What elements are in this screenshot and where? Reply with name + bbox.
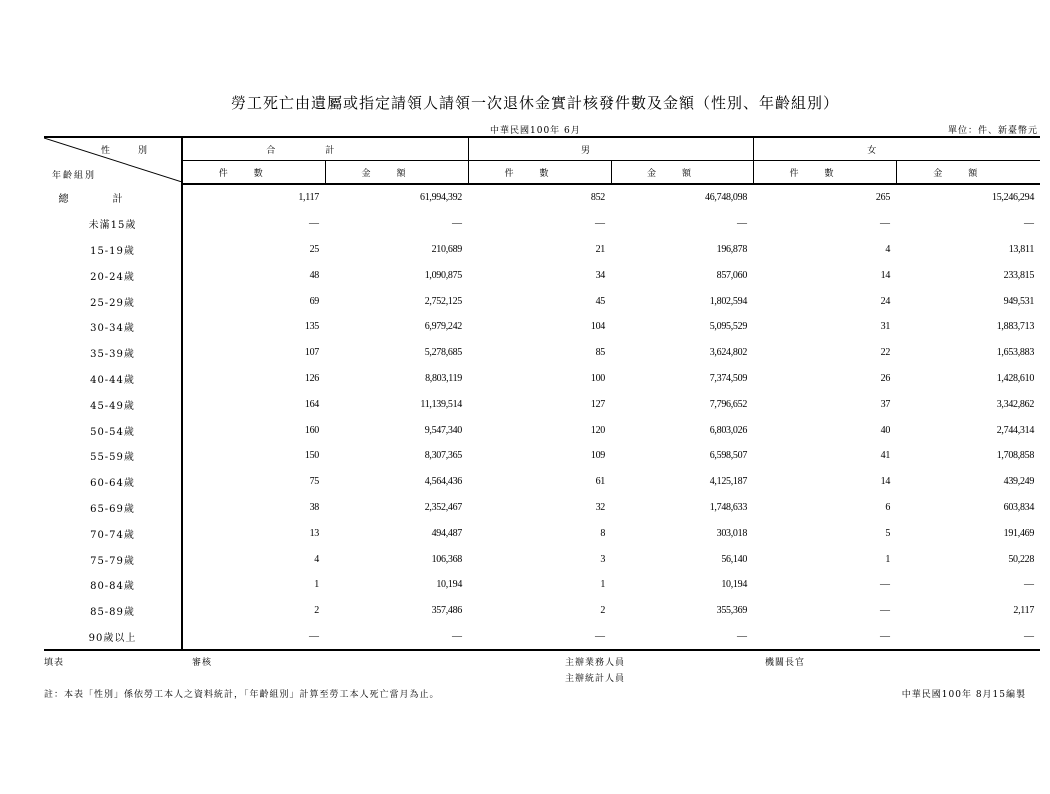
table-row: [44, 495, 1040, 521]
age-group-cell: 70-74歲: [44, 520, 182, 546]
male-count-cell: 127: [590, 398, 606, 410]
footer-filler: 填表: [44, 658, 65, 668]
total-amount-cell: 9,547,340: [424, 424, 463, 436]
male-amount-cell: 857,060: [716, 269, 748, 281]
female-amount-cell: 603,834: [1003, 501, 1035, 513]
male-amount-cell: 46,748,098: [705, 192, 748, 204]
age-group-cell: 80-84歲: [44, 572, 182, 598]
subheader-amount: 金額: [896, 161, 1040, 185]
male-amount-cell: 6,803,026: [709, 424, 748, 436]
female-amount-cell: —: [1024, 218, 1035, 230]
group-header-male: 男: [468, 137, 753, 161]
age-group-cell: 85-89歲: [44, 598, 182, 624]
table-row: [44, 211, 1040, 237]
female-amount-cell: 949,531: [1003, 295, 1035, 307]
total-count-cell: 150: [304, 450, 319, 462]
footer-business-officer: 主辦業務人員: [565, 658, 626, 668]
table-body: [44, 184, 1040, 650]
male-count-cell: 1: [600, 579, 606, 591]
total-amount-cell: 210,689: [431, 243, 463, 255]
total-count-cell: 75: [309, 476, 319, 488]
subheader-count: 件數: [182, 161, 325, 185]
statistics-table: [44, 136, 1040, 651]
male-count-cell: 3: [600, 553, 606, 565]
age-group-cell: 50-54歲: [44, 417, 182, 443]
male-amount-cell: 196,878: [716, 243, 748, 255]
female-count-cell: 4: [885, 243, 891, 255]
female-amount-cell: 50,228: [1008, 553, 1035, 565]
female-amount-cell: 1,883,713: [996, 321, 1035, 333]
footer-agency-head: 機關長官: [765, 658, 806, 668]
footer-compiled-date: 中華民國100年 8月15編製: [901, 690, 1026, 700]
female-count-cell: —: [880, 579, 891, 591]
female-count-cell: 31: [880, 321, 891, 333]
female-count-cell: —: [753, 624, 896, 651]
age-group-cell: 65-69歲: [44, 495, 182, 521]
total-amount-cell: 6,979,242: [424, 321, 463, 333]
age-group-cell: 40-44歲: [44, 366, 182, 392]
female-count-cell: 37: [880, 398, 891, 410]
total-amount-cell: 2,752,125: [424, 295, 463, 307]
female-count-cell: 22: [880, 347, 891, 359]
female-amount-cell: 1,708,858: [996, 450, 1035, 462]
male-count-cell: 8: [600, 527, 606, 539]
corner-age-label: 年齡組別: [52, 171, 97, 181]
total-count-cell: 48: [309, 269, 319, 281]
total-amount-cell: 10,194: [436, 579, 463, 591]
female-amount-cell: 191,469: [1003, 527, 1035, 539]
male-count-cell: —: [595, 218, 606, 230]
subheader-amount: 金額: [611, 161, 753, 185]
table-row: [44, 443, 1040, 469]
total-count-cell: 13: [309, 527, 319, 539]
female-count-cell: 24: [880, 295, 891, 307]
total-amount-cell: 8,307,365: [424, 450, 463, 462]
male-amount-cell: 6,598,507: [709, 450, 748, 462]
female-amount-cell: 15,246,294: [992, 192, 1035, 204]
total-amount-cell: —: [325, 624, 468, 651]
male-amount-cell: 56,140: [721, 553, 748, 565]
total-amount-cell: 2,352,467: [424, 501, 463, 513]
male-amount-cell: 1,802,594: [709, 295, 748, 307]
age-group-cell: 60-64歲: [44, 469, 182, 495]
subheader-amount: 金額: [325, 161, 468, 185]
male-amount-cell: 355,369: [716, 605, 748, 617]
age-group-cell: 35-39歲: [44, 340, 182, 366]
male-amount-cell: 5,095,529: [709, 321, 748, 333]
table-row: [44, 417, 1040, 443]
male-amount-cell: 3,624,802: [709, 347, 748, 359]
total-amount-cell: —: [452, 218, 463, 230]
total-count-cell: 160: [304, 424, 319, 436]
male-amount-cell: —: [737, 218, 748, 230]
total-amount-cell: 8,803,119: [425, 372, 463, 384]
table-row: [44, 520, 1040, 546]
male-amount-cell: 7,374,509: [709, 372, 748, 384]
age-group-cell: 25-29歲: [44, 288, 182, 314]
table-row: [44, 572, 1040, 598]
age-group-cell: 45-49歲: [44, 391, 182, 417]
female-amount-cell: —: [896, 624, 1040, 651]
male-count-cell: 34: [595, 269, 606, 281]
total-count-cell: 4: [314, 553, 319, 565]
corner-gender-label: 性別: [100, 146, 175, 156]
age-group-cell: 15-19歲: [44, 237, 182, 263]
female-count-cell: 1: [885, 553, 891, 565]
report-unit: 單位：件、新臺幣元: [947, 126, 1038, 136]
table-row: [44, 391, 1040, 417]
age-group-cell: 總計: [44, 184, 182, 211]
female-amount-cell: 2,117: [1013, 605, 1035, 617]
total-count-cell: 107: [304, 347, 319, 359]
group-header-total: 合計: [182, 137, 468, 161]
female-count-cell: 265: [875, 192, 891, 204]
corner-header-cell: [44, 137, 182, 184]
total-count-cell: 164: [304, 398, 319, 410]
male-count-cell: 104: [590, 321, 606, 333]
female-count-cell: 26: [880, 372, 891, 384]
female-amount-cell: 3,342,862: [996, 398, 1035, 410]
female-amount-cell: 439,249: [1003, 476, 1035, 488]
age-group-cell: 75-79歲: [44, 546, 182, 572]
female-amount-cell: 13,811: [1008, 243, 1035, 255]
report-title: 勞工死亡由遺屬或指定請領人請領一次退休金實計核發件數及金額（性別、年齡組別）: [230, 94, 839, 112]
male-amount-cell: —: [611, 624, 753, 651]
total-amount-cell: 494,487: [431, 527, 463, 539]
total-count-cell: 126: [304, 372, 319, 384]
table-row: [44, 340, 1040, 366]
footer-stats-officer: 主辦統計人員: [565, 674, 626, 684]
total-count-cell: 1: [314, 579, 319, 591]
footer-note: 註：本表「性別」係依勞工本人之資料統計，「年齡組別」計算至勞工本人死亡當月為止。: [44, 690, 440, 700]
female-count-cell: 6: [885, 501, 891, 513]
total-amount-cell: 11,139,514: [420, 398, 463, 410]
group-header-female: 女: [753, 137, 1040, 161]
table-row: [44, 262, 1040, 288]
total-count-cell: 1,117: [298, 192, 319, 204]
female-count-cell: 5: [885, 527, 891, 539]
total-count-cell: —: [182, 624, 325, 651]
male-count-cell: —: [468, 624, 611, 651]
male-count-cell: 852: [590, 192, 606, 204]
male-amount-cell: 303,018: [716, 527, 748, 539]
female-amount-cell: 1,653,883: [996, 347, 1035, 359]
table-row: [44, 624, 1040, 651]
total-amount-cell: 357,486: [431, 605, 463, 617]
male-count-cell: 85: [595, 347, 606, 359]
total-count-cell: 135: [304, 321, 319, 333]
total-count-cell: 69: [309, 295, 319, 307]
total-amount-cell: 106,368: [431, 553, 463, 565]
total-count-cell: 38: [309, 501, 319, 513]
total-amount-cell: 5,278,685: [424, 347, 463, 359]
male-count-cell: 109: [590, 450, 606, 462]
subheader-count: 件數: [753, 161, 896, 185]
age-group-cell: 55-59歲: [44, 443, 182, 469]
female-amount-cell: 1,428,610: [996, 372, 1035, 384]
male-count-cell: 45: [595, 295, 606, 307]
age-group-cell: 未滿15歲: [44, 211, 182, 237]
female-count-cell: 14: [880, 476, 891, 488]
male-count-cell: 120: [590, 424, 606, 436]
male-amount-cell: 1,748,633: [709, 501, 748, 513]
table-row: [44, 184, 1040, 211]
total-amount-cell: 1,090,875: [424, 269, 463, 281]
table-row: [44, 469, 1040, 495]
table-row: [44, 237, 1040, 263]
subheader-count: 件數: [468, 161, 611, 185]
male-count-cell: 61: [595, 476, 606, 488]
table-row: [44, 546, 1040, 572]
male-amount-cell: 10,194: [721, 579, 748, 591]
total-amount-cell: 4,564,436: [424, 476, 463, 488]
age-group-cell: 90歲以上: [44, 624, 182, 651]
female-count-cell: 14: [880, 269, 891, 281]
female-amount-cell: 2,744,314: [996, 424, 1035, 436]
female-count-cell: —: [880, 605, 891, 617]
male-count-cell: 2: [600, 605, 606, 617]
female-count-cell: 40: [880, 424, 891, 436]
male-amount-cell: 4,125,187: [709, 476, 748, 488]
female-amount-cell: 233,815: [1003, 269, 1035, 281]
footer-reviewer: 審核: [192, 658, 213, 668]
report-period: 中華民國100年 6月: [490, 126, 581, 136]
total-amount-cell: 61,994,392: [420, 192, 463, 204]
table-row: [44, 366, 1040, 392]
male-count-cell: 21: [595, 243, 606, 255]
male-count-cell: 100: [590, 372, 606, 384]
female-count-cell: —: [880, 218, 891, 230]
female-amount-cell: —: [1024, 579, 1035, 591]
age-group-cell: 30-34歲: [44, 314, 182, 340]
table-row: [44, 598, 1040, 624]
total-count-cell: —: [309, 218, 319, 230]
female-count-cell: 41: [880, 450, 891, 462]
table-row: [44, 288, 1040, 314]
table-row: [44, 314, 1040, 340]
age-group-cell: 20-24歲: [44, 262, 182, 288]
total-count-cell: 25: [309, 243, 319, 255]
male-amount-cell: 7,796,652: [709, 398, 748, 410]
male-count-cell: 32: [595, 501, 606, 513]
total-count-cell: 2: [314, 605, 319, 617]
